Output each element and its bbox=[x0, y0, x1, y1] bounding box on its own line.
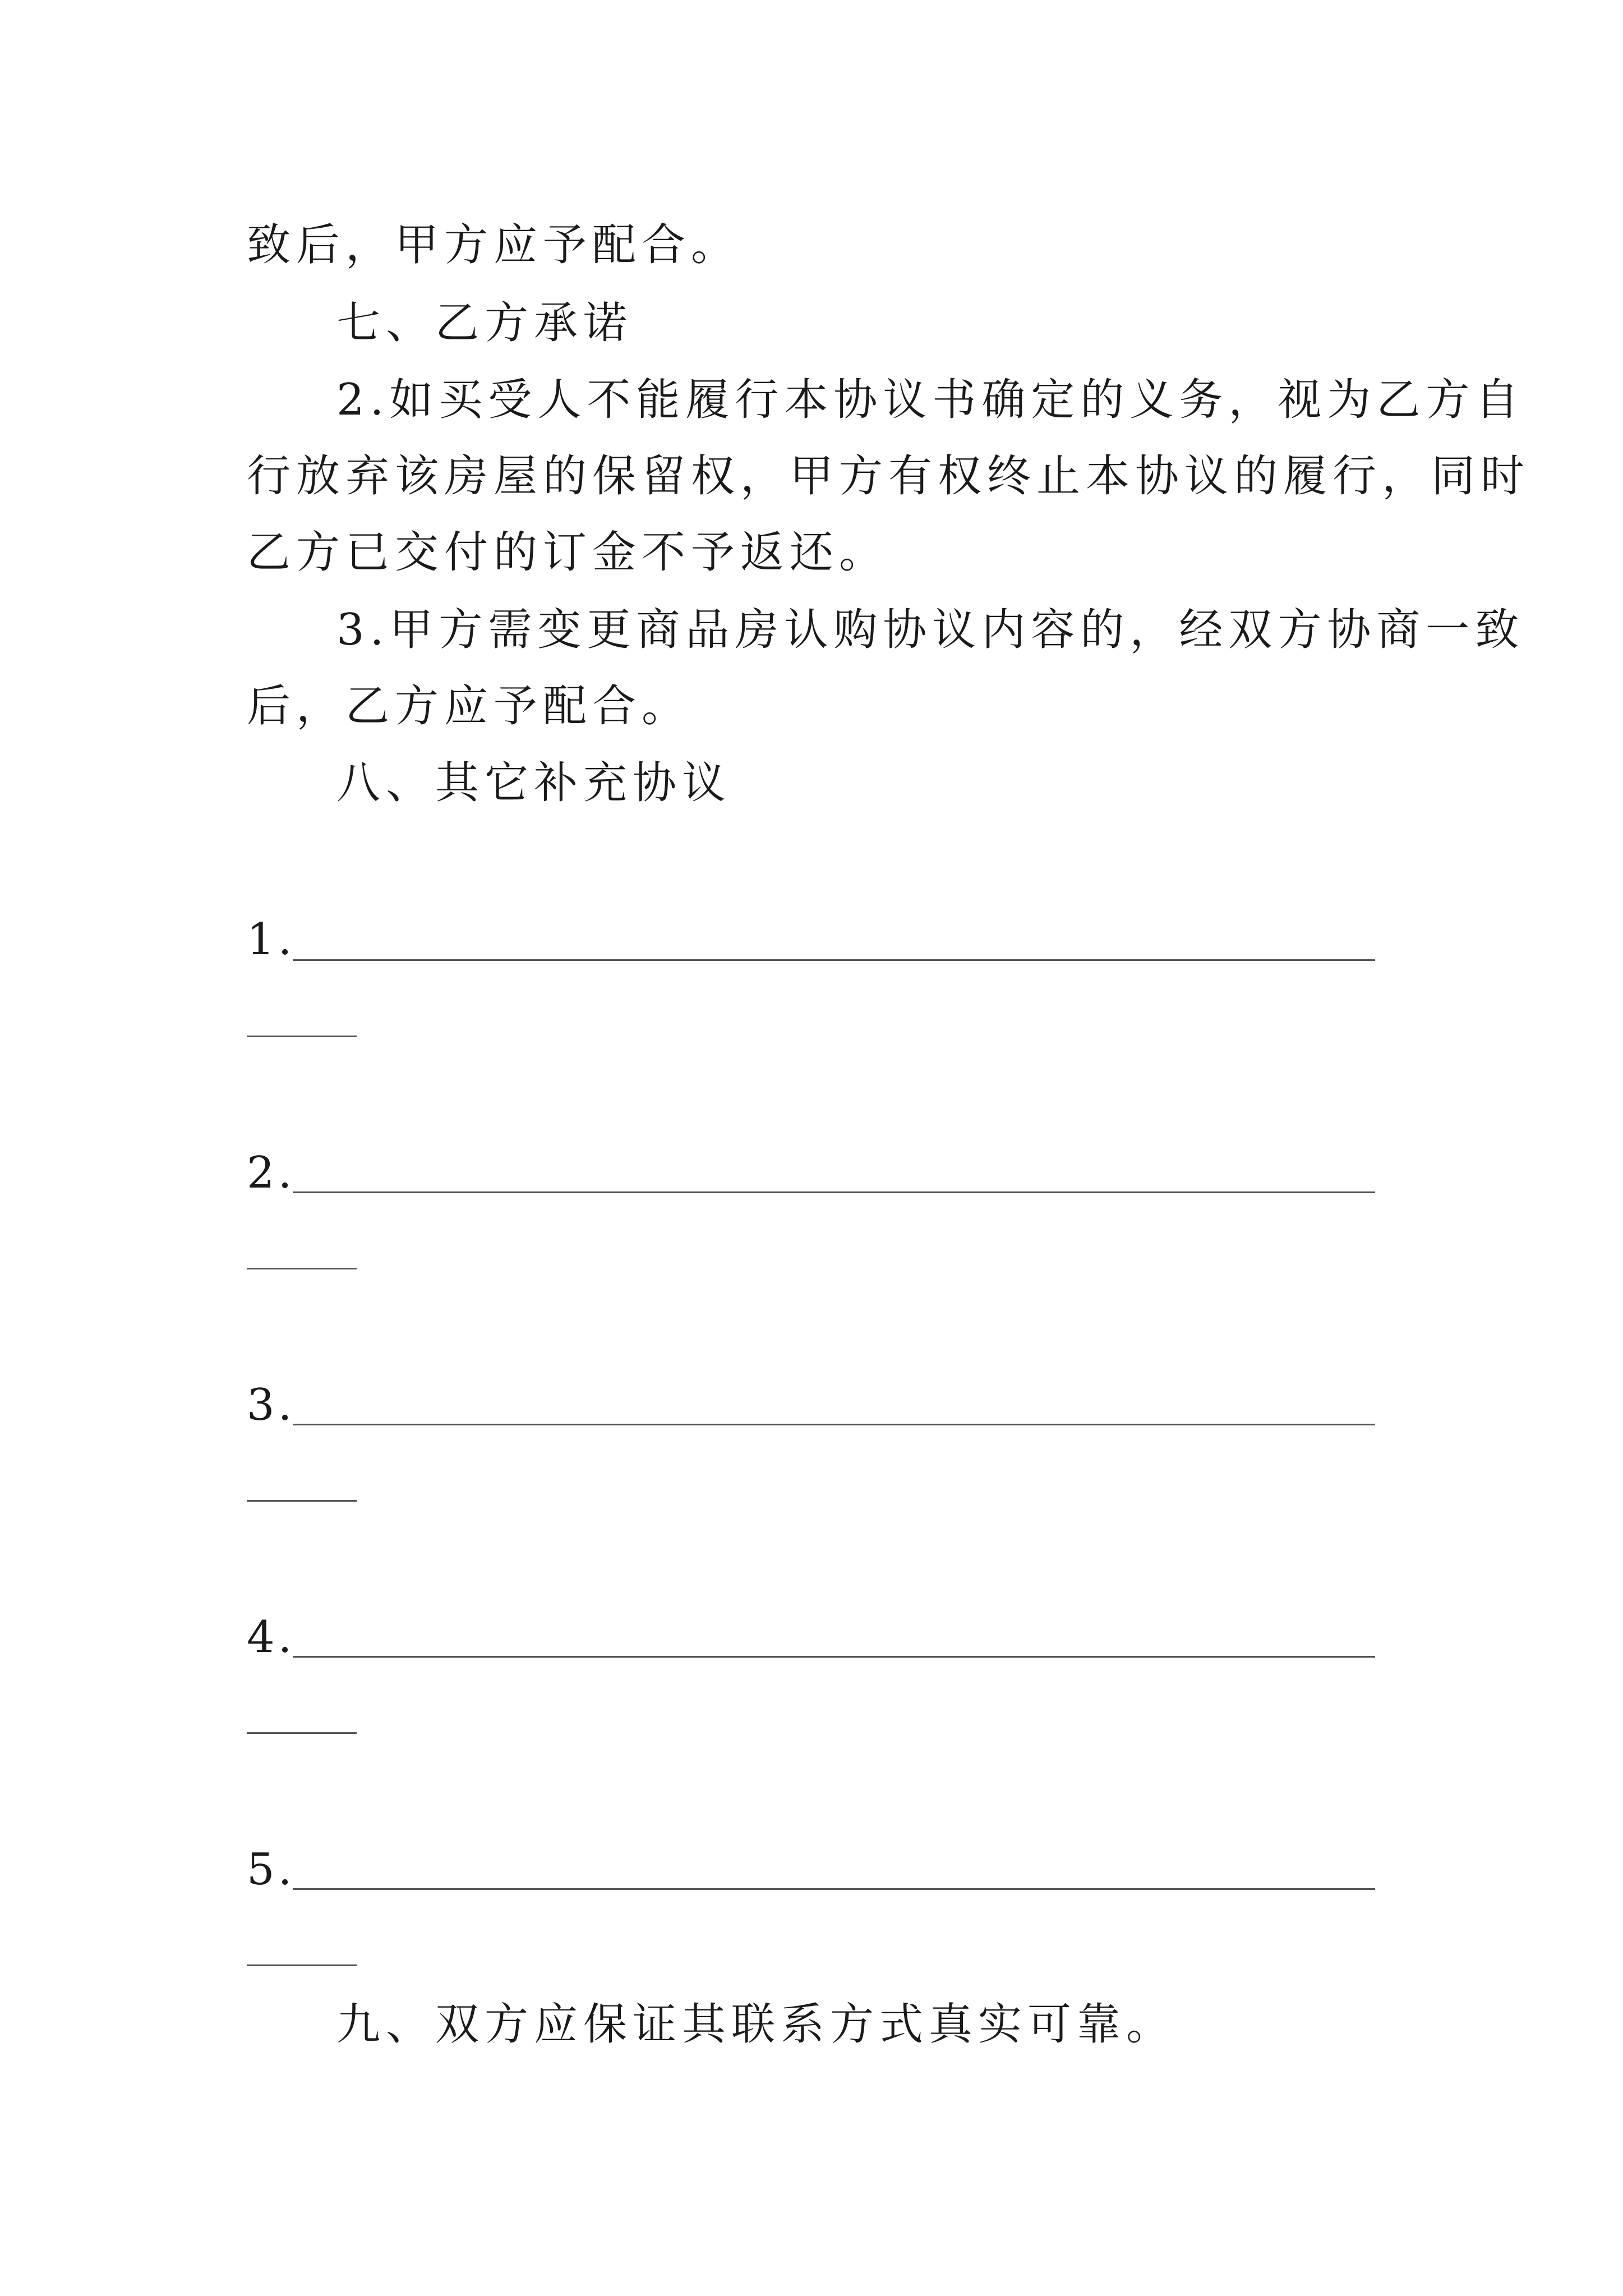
blank-line-continuation bbox=[247, 1268, 357, 1269]
paragraph-line: 行放弃该房屋的保留权，甲方有权终止本协议的履行，同时 bbox=[247, 451, 1530, 501]
paragraph-line: 2.如买受人不能履行本协议书确定的义务，视为乙方自 bbox=[336, 375, 1525, 425]
paragraph-line: 后，乙方应予配合。 bbox=[247, 681, 691, 731]
blank-line-continuation bbox=[247, 1036, 357, 1037]
paragraph-line: 3.甲方需变更商品房认购协议内容的，经双方协商一致 bbox=[336, 605, 1525, 655]
blank-item-label: 2. bbox=[247, 1148, 296, 1198]
section-heading-nine: 九、双方应保证其联系方式真实可靠。 bbox=[336, 1999, 1176, 2050]
section-heading-eight: 八、其它补充协议 bbox=[336, 758, 732, 808]
blank-item-label: 5. bbox=[247, 1844, 296, 1895]
blank-line-continuation bbox=[247, 1732, 357, 1734]
blank-line bbox=[293, 1191, 1375, 1193]
blank-item-label: 4. bbox=[247, 1612, 296, 1663]
blank-line bbox=[293, 1656, 1375, 1658]
blank-line bbox=[293, 1424, 1375, 1425]
blank-item-label: 1. bbox=[247, 914, 296, 965]
blank-line-continuation bbox=[247, 1964, 357, 1966]
section-heading-seven: 七、乙方承诺 bbox=[336, 298, 633, 348]
paragraph-line: 乙方已交付的订金不予返还。 bbox=[247, 527, 889, 578]
blank-line bbox=[293, 1888, 1375, 1890]
blank-line-continuation bbox=[247, 1500, 357, 1502]
blank-item-label: 3. bbox=[247, 1380, 296, 1430]
blank-line bbox=[293, 959, 1375, 961]
paragraph-line: 致后，甲方应予配合。 bbox=[247, 220, 741, 270]
